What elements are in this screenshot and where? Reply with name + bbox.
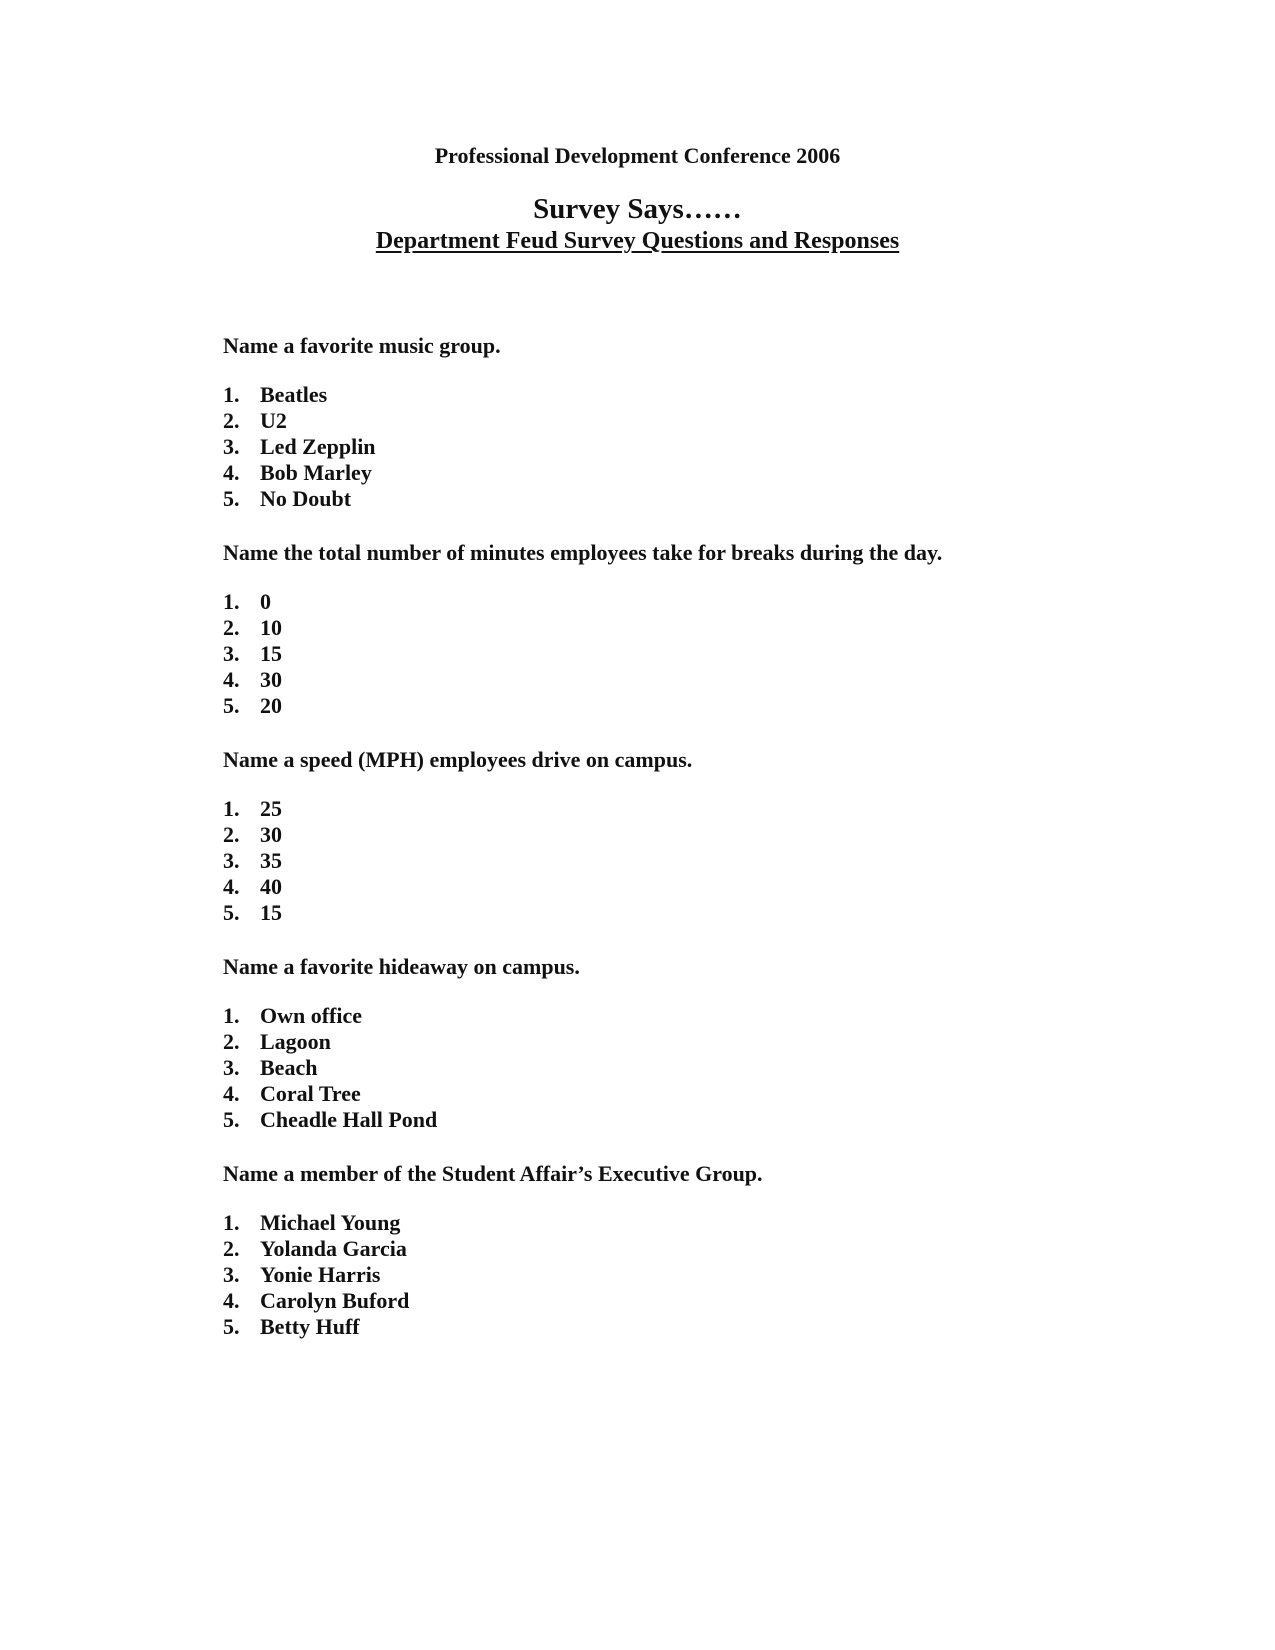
answer-number: 1. bbox=[223, 589, 240, 614]
answer-list bbox=[223, 796, 1123, 926]
answer-text: Beach bbox=[260, 1055, 318, 1080]
answer-item bbox=[223, 1107, 1123, 1133]
answer-text: 35 bbox=[260, 848, 282, 873]
answer-item bbox=[223, 874, 1123, 900]
answer-number: 2. bbox=[223, 408, 240, 433]
conference-title: Professional Development Conference 2006 bbox=[434, 143, 841, 168]
answer-item bbox=[223, 900, 1123, 926]
answer-list bbox=[223, 1210, 1123, 1340]
answer-item bbox=[223, 408, 1123, 434]
answer-number: 2. bbox=[223, 1236, 240, 1261]
answer-item bbox=[223, 1055, 1123, 1081]
answer-list bbox=[223, 589, 1123, 719]
answer-text: Led Zepplin bbox=[260, 434, 376, 459]
question-block bbox=[223, 747, 1123, 926]
answer-number: 4. bbox=[223, 1081, 240, 1106]
question-block bbox=[223, 954, 1123, 1133]
question-block bbox=[223, 1161, 1123, 1340]
answer-text: 0 bbox=[260, 589, 271, 614]
answer-text: 15 bbox=[260, 641, 282, 666]
answer-number: 3. bbox=[223, 641, 240, 666]
answer-item bbox=[223, 1029, 1123, 1055]
answer-text: Carolyn Buford bbox=[260, 1288, 410, 1313]
answer-number: 3. bbox=[223, 1055, 240, 1080]
answer-number: 2. bbox=[223, 822, 240, 847]
answer-item bbox=[223, 486, 1123, 512]
answer-text: 20 bbox=[260, 693, 282, 718]
answer-number: 1. bbox=[223, 382, 240, 407]
answer-item bbox=[223, 615, 1123, 641]
answer-item bbox=[223, 1262, 1123, 1288]
answer-text: Michael Young bbox=[260, 1210, 401, 1235]
answer-text: Yonie Harris bbox=[260, 1262, 381, 1287]
answer-number: 3. bbox=[223, 434, 240, 459]
answer-text: 25 bbox=[260, 796, 282, 821]
question-block bbox=[223, 540, 1123, 719]
answer-number: 4. bbox=[223, 460, 240, 485]
answer-number: 1. bbox=[223, 1210, 240, 1235]
answer-number: 5. bbox=[223, 486, 240, 511]
answer-number: 2. bbox=[223, 615, 240, 640]
answer-item bbox=[223, 460, 1123, 486]
answer-number: 1. bbox=[223, 796, 240, 821]
answer-number: 5. bbox=[223, 1314, 240, 1339]
answer-item bbox=[223, 1288, 1123, 1314]
answer-text: Coral Tree bbox=[260, 1081, 361, 1106]
answer-number: 5. bbox=[223, 693, 240, 718]
answer-text: Bob Marley bbox=[260, 460, 372, 485]
answer-text: 15 bbox=[260, 900, 282, 925]
answer-text: 30 bbox=[260, 822, 282, 847]
answer-number: 4. bbox=[223, 667, 240, 692]
answer-item bbox=[223, 434, 1123, 460]
answer-text: Lagoon bbox=[260, 1029, 331, 1054]
answer-item bbox=[223, 382, 1123, 408]
answer-text: Cheadle Hall Pond bbox=[260, 1107, 438, 1132]
answer-item bbox=[223, 589, 1123, 615]
question-block bbox=[223, 333, 1123, 512]
survey-title: Survey Says…… bbox=[533, 193, 742, 225]
answer-number: 4. bbox=[223, 1288, 240, 1313]
answer-item bbox=[223, 796, 1123, 822]
answer-number: 1. bbox=[223, 1003, 240, 1028]
answer-number: 4. bbox=[223, 874, 240, 899]
answer-item bbox=[223, 1236, 1123, 1262]
question-text: Name a favorite hideaway on campus. bbox=[223, 954, 580, 979]
answer-list bbox=[223, 1003, 1123, 1133]
answer-item bbox=[223, 1210, 1123, 1236]
answer-number: 2. bbox=[223, 1029, 240, 1054]
answer-text: No Doubt bbox=[260, 486, 352, 511]
answer-text: 30 bbox=[260, 667, 282, 692]
answer-item bbox=[223, 848, 1123, 874]
question-text: Name a speed (MPH) employees drive on campus. bbox=[223, 747, 693, 772]
answer-item bbox=[223, 822, 1123, 848]
answer-item bbox=[223, 667, 1123, 693]
answer-item bbox=[223, 1081, 1123, 1107]
question-text: Name a favorite music group. bbox=[223, 333, 501, 358]
answer-number: 3. bbox=[223, 1262, 240, 1287]
question-text: Name the total number of minutes employees take for breaks during the day. bbox=[223, 540, 943, 565]
answer-number: 5. bbox=[223, 900, 240, 925]
answer-number: 3. bbox=[223, 848, 240, 873]
answer-item bbox=[223, 1003, 1123, 1029]
question-text: Name a member of the Student Affair’s Executive Group. bbox=[223, 1161, 763, 1186]
survey-subtitle: Department Feud Survey Questions and Responses bbox=[375, 228, 900, 254]
answer-text: Own office bbox=[260, 1003, 363, 1028]
answer-text: 10 bbox=[260, 615, 282, 640]
answer-text: U2 bbox=[260, 408, 287, 433]
questions-section bbox=[223, 333, 1123, 1368]
answer-text: Yolanda Garcia bbox=[260, 1236, 407, 1261]
answer-text: Beatles bbox=[260, 382, 328, 407]
answer-list bbox=[223, 382, 1123, 512]
answer-number: 5. bbox=[223, 1107, 240, 1132]
answer-item bbox=[223, 641, 1123, 667]
answer-item bbox=[223, 1314, 1123, 1340]
answer-item bbox=[223, 693, 1123, 719]
answer-text: 40 bbox=[260, 874, 282, 899]
answer-text: Betty Huff bbox=[260, 1314, 360, 1339]
